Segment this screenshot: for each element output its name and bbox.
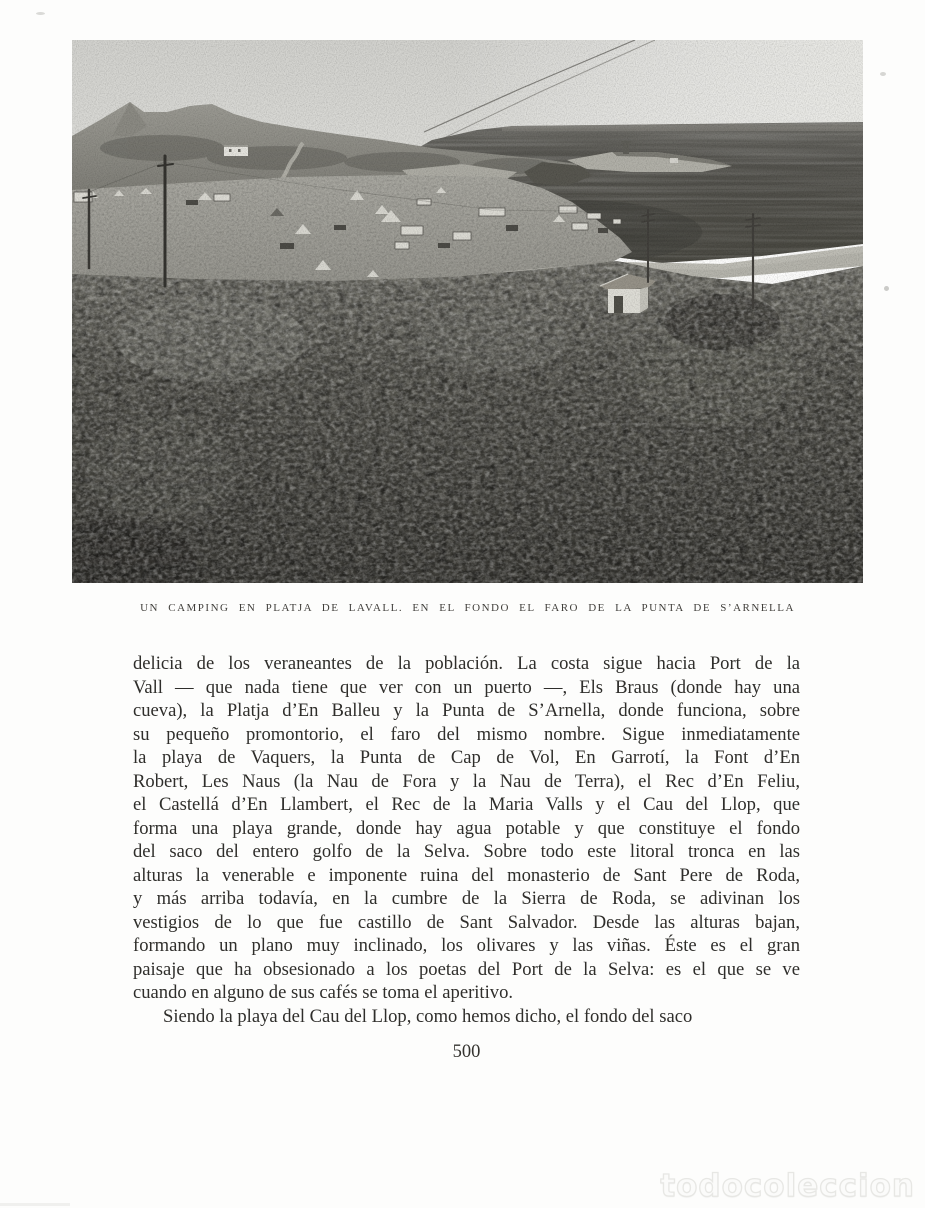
paragraph-2 [133, 1005, 800, 1029]
paragraph-1 [133, 652, 800, 1005]
scan-artifact [0, 1203, 70, 1206]
text-line: alturas la venerable e imponente ruina del monasterio de Sant Pere de Roda, [133, 864, 800, 886]
text-line: cueva), la Platja d’En Balleu y la Punta de S’Arnella, donde funciona, sobre [133, 700, 800, 721]
text-line: el Castellá d’En Llambert, el Rec de la Maria Valls y el Cau del Llop, que [133, 794, 800, 815]
text-line: forma una playa grande, donde hay agua potable y que constituye el fondo [133, 817, 800, 839]
text-line: su pequeño promontorio, el faro del mismo nombre. Sigue inmediatamente [133, 723, 800, 745]
text-line: formando un plano muy inclinado, los olivares y las viñas. Éste es el gran [133, 935, 800, 956]
text-line: del saco del entero golfo de la Selva. Sobre todo este litoral tronca en las [133, 841, 800, 862]
text-line: Robert, Les Naus (la Nau de Fora y la Nau de Terra), el Rec d’En Feliu, [133, 770, 800, 792]
watermark: todocoleccion [660, 1168, 915, 1204]
text-line: cuando en alguno de sus cafés se toma el aperitivo. [133, 982, 514, 1003]
text-line: la playa de Vaquers, la Punta de Cap de Vol, En Garrotí, la Font d’En [133, 747, 800, 768]
text-line: paisaje que ha obsesionado a los poetas del Port de la Selva: es el que se ve [133, 958, 800, 980]
photo [72, 40, 863, 583]
text-line: delicia de los veraneantes de la población. La costa sigue hacia Port de la [133, 653, 800, 674]
scan-artifact [880, 72, 886, 76]
camping-photo-art [72, 40, 863, 583]
text-line: vestigios de lo que fue castillo de Sant Salvador. Desde las alturas bajan, [133, 911, 800, 933]
body-text [133, 652, 800, 1028]
text-line: Vall — que nada tiene que ver con un puerto —, Els Braus (donde hay una [133, 676, 800, 698]
text-line: y más arriba todavía, en la cumbre de la Sierra de Roda, se adivinan los [133, 888, 800, 909]
text-line: Siendo la playa del Cau del Llop, como hemos dicho, el fondo del saco [163, 1005, 693, 1027]
scan-artifact [884, 286, 889, 291]
page-number: 500 [452, 1042, 481, 1062]
photo-caption: UN CAMPING EN PLATJA DE LAVALL. EN EL FONDO EL FARO DE LA PUNTA DE S’ARNELLA [140, 602, 795, 614]
scan-artifact [36, 12, 45, 15]
